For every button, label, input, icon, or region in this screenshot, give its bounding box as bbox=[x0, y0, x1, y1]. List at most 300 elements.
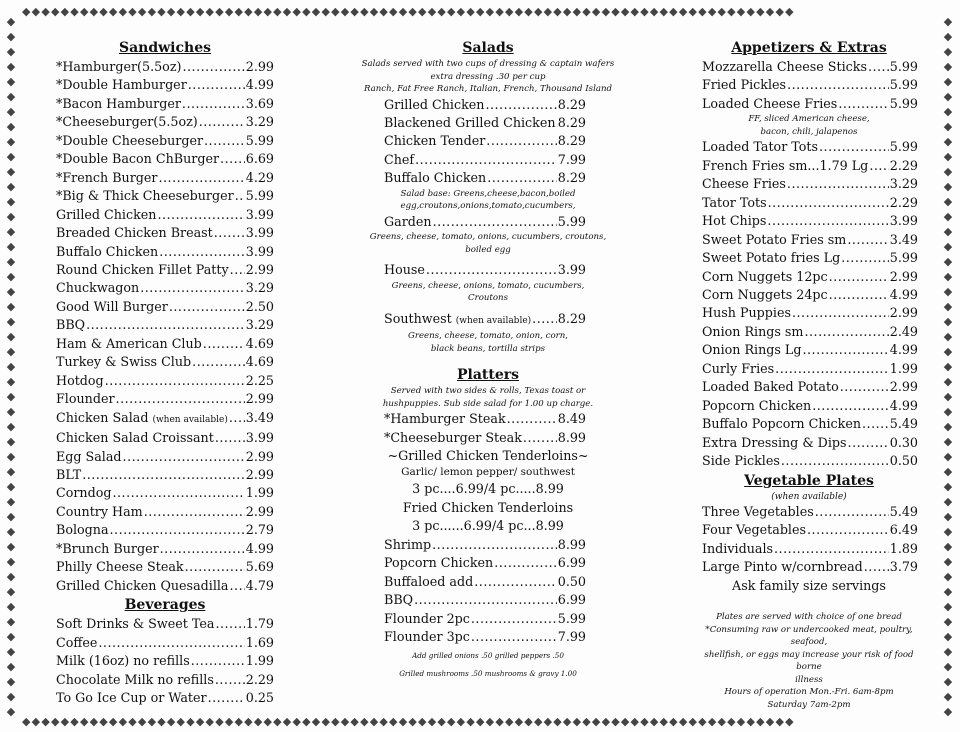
leader-dots bbox=[774, 540, 889, 558]
item-price: 4.29 bbox=[245, 169, 274, 185]
item-price: 6.49 bbox=[889, 522, 918, 538]
menu-item bbox=[700, 212, 918, 230]
item-price: 5.99 bbox=[889, 139, 918, 155]
platters-intro-2: hushpuppies. Sub side salad for 1.00 up charge. bbox=[382, 398, 594, 409]
tenderloins-flavors: Garlic/ lemon pepper/ southwest bbox=[401, 466, 575, 479]
item-price: 4.99 bbox=[889, 286, 918, 302]
item-name: Tator Tots bbox=[702, 194, 767, 210]
menu-item bbox=[56, 484, 274, 502]
item-name: Ham & American Club bbox=[56, 335, 202, 351]
item-price: 3.99 bbox=[245, 206, 274, 222]
leader-dots bbox=[485, 96, 556, 114]
item-price: 0.25 bbox=[245, 689, 274, 705]
item-name: Loaded Tator Tots bbox=[702, 139, 819, 155]
item-name: Good Will Burger bbox=[56, 298, 168, 314]
item-price: 3.29 bbox=[245, 317, 274, 333]
menu-item bbox=[56, 76, 274, 94]
southwest-note-1: Greens, cheese, tomato, onion, corn, bbox=[407, 331, 568, 342]
leader-dots bbox=[841, 249, 889, 267]
menu-item bbox=[56, 429, 274, 447]
item-price: 8.29 bbox=[557, 170, 586, 186]
leader-dots bbox=[804, 323, 888, 341]
item-price: 1.99 bbox=[245, 653, 274, 669]
menu-item bbox=[56, 316, 274, 334]
leader-dots bbox=[807, 521, 889, 539]
leader-dots bbox=[433, 213, 557, 231]
item-price: 2.99 bbox=[245, 59, 274, 74]
item-price: 1.79 bbox=[245, 616, 274, 632]
hours-weekday: Hours of operation Mon.-Fri. 6am-8pm bbox=[724, 687, 894, 698]
item-name: *Big & Thick Cheeseburger bbox=[56, 188, 234, 204]
item-name: Round Chicken Fillet Patty bbox=[56, 261, 229, 277]
leader-dots bbox=[215, 429, 245, 447]
item-name: Milk (16oz) no refills bbox=[56, 653, 190, 669]
sandwiches-list bbox=[56, 58, 274, 595]
menu-item bbox=[700, 378, 918, 396]
item-price: 8.49 bbox=[557, 411, 586, 427]
menu-item bbox=[348, 429, 628, 447]
menu-item bbox=[56, 390, 274, 408]
item-name: Onion Rings Lg bbox=[702, 342, 802, 358]
salad-base-note-1: Salad base: Greens,cheese,bacon,boiled bbox=[400, 188, 576, 199]
menu-item bbox=[700, 231, 918, 249]
salads-intro-2: extra dressing .30 per cup bbox=[430, 71, 546, 82]
item-name: Large Pinto w/cornbread bbox=[702, 559, 863, 575]
food-warning-3: illness bbox=[795, 674, 823, 685]
leader-dots bbox=[819, 138, 889, 156]
menu-item bbox=[348, 114, 628, 132]
menu-item bbox=[348, 536, 628, 554]
item-name: *Cheeseburger(5.5oz) bbox=[56, 114, 198, 130]
menu-item bbox=[700, 558, 918, 576]
leader-dots bbox=[82, 466, 245, 484]
item-name: Southwest bbox=[384, 310, 452, 326]
leader-dots bbox=[787, 175, 889, 193]
leader-dots bbox=[192, 353, 245, 371]
item-price: 1.69 bbox=[245, 634, 274, 650]
leader-dots bbox=[123, 448, 245, 466]
leader-dots bbox=[862, 415, 889, 433]
item-price: 3.29 bbox=[889, 176, 918, 192]
menu-item bbox=[700, 138, 918, 156]
item-name: Buffaloed add bbox=[384, 573, 474, 589]
item-name: Popcorn Chicken bbox=[384, 555, 494, 571]
item-price: 3.99 bbox=[245, 225, 274, 241]
menu-item bbox=[348, 169, 628, 187]
menu-item bbox=[348, 310, 628, 330]
menu-item bbox=[700, 194, 918, 212]
item-name: BLT bbox=[56, 466, 82, 482]
item-price: 2.29 bbox=[889, 194, 918, 210]
leader-dots bbox=[848, 434, 889, 452]
menu-item bbox=[56, 132, 274, 150]
menu-item bbox=[56, 615, 274, 633]
menu-item bbox=[700, 175, 918, 193]
menu-item bbox=[56, 671, 274, 689]
item-name: Buffalo Popcorn Chicken bbox=[702, 416, 862, 432]
item-name: Mozzarella Cheese Sticks bbox=[702, 59, 867, 74]
menu-item bbox=[56, 577, 274, 595]
item-price: 8.29 bbox=[557, 114, 586, 130]
menu-column-middle bbox=[348, 38, 628, 683]
platters-list-a bbox=[348, 410, 628, 447]
item-price: 1.89 bbox=[889, 540, 918, 556]
menu-item bbox=[56, 372, 274, 390]
leader-dots bbox=[494, 554, 557, 572]
leader-dots bbox=[414, 591, 557, 609]
leader-dots bbox=[204, 132, 245, 150]
item-availability-note: (when available) bbox=[455, 315, 532, 326]
garden-note-1: Greens, cheese, tomato, onions, cucumbers, croutons, bbox=[369, 232, 607, 243]
leader-dots bbox=[507, 410, 557, 428]
leader-dots bbox=[812, 397, 889, 415]
garden-note-2: boiled egg bbox=[465, 244, 511, 255]
item-name: Buffalo Chicken bbox=[384, 170, 487, 186]
menu-item bbox=[56, 448, 274, 466]
item-name: Chicken Salad Croissant bbox=[56, 430, 214, 446]
item-price: 4.99 bbox=[245, 540, 274, 556]
item-name: *Double Cheeseburger bbox=[56, 132, 204, 148]
item-price: 5.99 bbox=[889, 250, 918, 266]
item-price: 5.49 bbox=[889, 504, 918, 520]
menu-item bbox=[56, 335, 274, 353]
item-name: Philly Cheese Steak bbox=[56, 559, 184, 575]
item-price: 4.69 bbox=[245, 335, 274, 351]
leader-dots bbox=[191, 652, 245, 670]
item-price: 0.30 bbox=[889, 434, 918, 450]
item-price: 5.99 bbox=[557, 213, 586, 229]
platters-addon-1: Add grilled onions .50 grilled peppers .50 bbox=[412, 650, 564, 660]
border-top: ◆◆◆◆◆◆◆◆◆◆◆◆◆◆◆◆◆◆◆◆◆◆◆◆◆◆◆◆◆◆◆◆◆◆◆◆◆◆◆◆◆◆◆◆◆◆◆◆◆◆◆◆◆◆◆◆◆◆◆◆◆◆◆◆◆◆◆◆◆◆◆◆◆◆◆◆◆◆◆◆ bbox=[22, 6, 795, 18]
leader-dots bbox=[235, 187, 245, 205]
item-name: Chuckwagon bbox=[56, 280, 140, 296]
menu-item bbox=[700, 540, 918, 558]
leader-dots bbox=[158, 169, 244, 187]
menu-item bbox=[700, 323, 918, 341]
item-price: 2.99 bbox=[889, 268, 918, 284]
item-price: 8.29 bbox=[557, 96, 586, 112]
platters-heading: Platters bbox=[456, 367, 519, 384]
menu-item bbox=[56, 206, 274, 224]
leader-dots bbox=[169, 298, 245, 316]
item-name: *Brunch Burger bbox=[56, 540, 159, 556]
item-name: Garden bbox=[384, 213, 432, 229]
menu-item bbox=[700, 341, 918, 359]
item-price: 2.99 bbox=[245, 261, 274, 277]
menu-item bbox=[56, 95, 274, 113]
item-name: BBQ bbox=[56, 317, 86, 333]
item-price: 0.50 bbox=[889, 453, 918, 469]
item-name: Fried Pickles bbox=[702, 77, 787, 93]
menu-item bbox=[56, 558, 274, 576]
item-name: BBQ bbox=[384, 592, 414, 608]
leader-dots bbox=[86, 316, 245, 334]
leader-dots bbox=[229, 409, 245, 427]
menu-item bbox=[56, 243, 274, 261]
item-name: House bbox=[384, 262, 425, 278]
menu-item bbox=[700, 249, 918, 267]
platters-addon-2: Grilled mushrooms .50 mushrooms & gravy 1.00 bbox=[399, 668, 577, 678]
item-price: 7.99 bbox=[557, 151, 586, 167]
leader-dots bbox=[220, 150, 245, 168]
item-price: 6.99 bbox=[557, 592, 586, 608]
salads-heading: Salads bbox=[462, 40, 514, 56]
leader-dots bbox=[208, 689, 245, 707]
item-price: 8.29 bbox=[557, 310, 586, 326]
item-name: *Hamburger(5.5oz) bbox=[56, 59, 182, 74]
vegetables-availability: (when available) bbox=[771, 491, 847, 502]
leader-dots bbox=[829, 286, 889, 304]
item-price: 6.99 bbox=[557, 555, 586, 571]
item-price: 5.49 bbox=[889, 416, 918, 432]
item-price: 3.49 bbox=[889, 231, 918, 247]
menu-column-right bbox=[700, 38, 918, 711]
fried-tenderloins-prices: 3 pc......6.99/4 pc...8.99 bbox=[412, 518, 564, 534]
item-name: Hush Puppies bbox=[702, 305, 791, 321]
leader-dots bbox=[415, 151, 557, 169]
southwest-note-2: black beans, tortilla strips bbox=[430, 343, 546, 354]
item-name: Curly Fries bbox=[702, 360, 775, 376]
item-name: Flounder 2pc bbox=[384, 610, 470, 626]
leader-dots bbox=[787, 76, 889, 94]
leader-dots bbox=[144, 503, 245, 521]
fries-note-2: bacon, chili, jalapenos bbox=[760, 126, 858, 137]
item-price: 3.99 bbox=[889, 213, 918, 229]
leader-dots bbox=[869, 157, 888, 175]
menu-item bbox=[56, 353, 274, 371]
item-price: 4.69 bbox=[245, 354, 274, 370]
item-price: 2.99 bbox=[245, 391, 274, 407]
sandwiches-heading: Sandwiches bbox=[118, 40, 211, 56]
food-warning-2: shellfish, or eggs may increase your risk of food borne bbox=[704, 649, 914, 673]
item-name: Chocolate Milk no refills bbox=[56, 671, 214, 687]
leader-dots bbox=[159, 243, 245, 261]
item-name: Sweet Potato Fries sm bbox=[702, 231, 847, 247]
item-name: Buffalo Chicken bbox=[56, 243, 159, 259]
vegetables-heading: Vegetable Plates bbox=[744, 472, 874, 489]
item-name: Blackened Grilled Chicken bbox=[384, 114, 556, 130]
item-name: Popcorn Chicken bbox=[702, 397, 812, 413]
menu-item bbox=[56, 298, 274, 316]
item-price: 4.99 bbox=[889, 342, 918, 358]
border-bottom: ◆◆◆◆◆◆◆◆◆◆◆◆◆◆◆◆◆◆◆◆◆◆◆◆◆◆◆◆◆◆◆◆◆◆◆◆◆◆◆◆◆◆◆◆◆◆◆◆◆◆◆◆◆◆◆◆◆◆◆◆◆◆◆◆◆◆◆◆◆◆◆◆◆◆◆◆◆◆◆◆ bbox=[22, 716, 795, 728]
item-price: 4.99 bbox=[245, 77, 274, 93]
appetizers-list-a bbox=[700, 58, 918, 113]
menu-item bbox=[700, 58, 918, 76]
house-note-1: Greens, cheese, onions, tomato, cucumbers, bbox=[391, 280, 585, 291]
menu-item bbox=[56, 113, 274, 131]
leader-dots bbox=[110, 521, 245, 539]
menu-item bbox=[56, 409, 274, 429]
menu-item bbox=[348, 261, 628, 279]
leader-dots bbox=[214, 224, 245, 242]
item-name: Breaded Chicken Breast bbox=[56, 225, 213, 241]
menu-item bbox=[348, 96, 628, 114]
house-note-2: Croutons bbox=[468, 293, 508, 304]
menu-item bbox=[56, 521, 274, 539]
item-availability-note: (when available) bbox=[152, 414, 228, 425]
item-name: Chef bbox=[384, 151, 415, 167]
item-name: Soft Drinks & Sweet Tea bbox=[56, 616, 215, 632]
menu-item bbox=[348, 554, 628, 572]
item-price: 8.99 bbox=[557, 429, 586, 445]
menu-item bbox=[348, 628, 628, 646]
item-price: 1.99 bbox=[245, 485, 274, 501]
menu-item bbox=[700, 434, 918, 452]
leader-dots bbox=[868, 58, 889, 76]
item-price: 5.99 bbox=[889, 59, 918, 74]
leader-dots bbox=[829, 268, 889, 286]
item-name: Grilled Chicken Quesadilla bbox=[56, 577, 229, 593]
leader-dots bbox=[230, 577, 245, 595]
item-name: Grilled Chicken bbox=[56, 206, 157, 222]
item-name: Four Vegetables bbox=[702, 522, 807, 538]
beverages-list bbox=[56, 615, 274, 707]
leader-dots bbox=[182, 95, 245, 113]
item-price: 3.99 bbox=[245, 243, 274, 259]
menu-item bbox=[700, 286, 918, 304]
item-name: Turkey & Swiss Club bbox=[56, 354, 192, 370]
plates-bread-note: Plates are served with choice of one bread bbox=[716, 612, 902, 623]
item-name: Chicken Salad bbox=[56, 409, 149, 425]
leader-dots bbox=[116, 390, 245, 408]
hours-saturday: Saturday 7am-2pm bbox=[767, 699, 851, 710]
leader-dots bbox=[426, 261, 557, 279]
food-warning-1: *Consuming raw or undercooked meat, poultry, seafood, bbox=[705, 624, 913, 648]
item-name: Chicken Tender bbox=[384, 133, 486, 149]
leader-dots bbox=[471, 628, 557, 646]
menu-item bbox=[700, 360, 918, 378]
item-price: 2.99 bbox=[889, 379, 918, 395]
item-price: 2.99 bbox=[245, 448, 274, 464]
leader-dots bbox=[487, 169, 557, 187]
menu-item bbox=[348, 410, 628, 428]
leader-dots bbox=[230, 261, 245, 279]
item-price: 8.29 bbox=[557, 133, 586, 149]
leader-dots bbox=[432, 536, 557, 554]
menu-item bbox=[700, 521, 918, 539]
item-name: *Bacon Hamburger bbox=[56, 95, 181, 111]
menu-item bbox=[56, 187, 274, 205]
menu-item bbox=[700, 157, 918, 175]
leader-dots bbox=[523, 429, 557, 447]
house-salad bbox=[348, 261, 628, 279]
garden-salad bbox=[348, 213, 628, 231]
menu-item bbox=[56, 540, 274, 558]
item-name: *French Burger bbox=[56, 169, 158, 185]
item-price: 0.50 bbox=[557, 573, 586, 589]
salads-intro-3: Ranch, Fat Free Ranch, Italian, French, Thousand Island bbox=[363, 84, 613, 94]
item-name: Egg Salad bbox=[56, 448, 122, 464]
item-price: 3.49 bbox=[245, 409, 274, 425]
menu-item bbox=[348, 610, 628, 628]
leader-dots bbox=[471, 610, 557, 628]
leader-dots bbox=[532, 310, 557, 328]
border-right: ◆◆◆◆◆◆◆◆◆◆◆◆◆◆◆◆◆◆◆◆◆◆◆◆◆◆◆◆◆◆◆◆◆◆◆◆◆◆◆◆◆◆◆◆◆◆◆ bbox=[943, 15, 953, 718]
item-name: Corn Nuggets 24pc bbox=[702, 286, 828, 302]
item-price: 7.99 bbox=[557, 629, 586, 645]
item-name: Country Ham bbox=[56, 503, 143, 519]
item-price: 2.99 bbox=[245, 466, 274, 482]
salads-intro-1: Salads served with two cups of dressing & captain wafers bbox=[361, 59, 615, 69]
item-price: 3.29 bbox=[245, 114, 274, 130]
leader-dots bbox=[474, 573, 557, 591]
item-price: 2.79 bbox=[245, 522, 274, 538]
item-price: 2.29 bbox=[245, 671, 274, 687]
menu-item bbox=[348, 151, 628, 169]
leader-dots bbox=[838, 95, 888, 113]
item-price: 2.50 bbox=[245, 298, 274, 314]
leader-dots bbox=[781, 452, 889, 470]
salads-list bbox=[348, 96, 628, 188]
leader-dots bbox=[840, 378, 889, 396]
item-price: 2.99 bbox=[245, 503, 274, 519]
leader-dots bbox=[768, 194, 889, 212]
item-name: *Cheeseburger Steak bbox=[384, 429, 522, 445]
fries-note-1: FF, sliced American cheese, bbox=[748, 114, 870, 125]
menu-item bbox=[348, 213, 628, 231]
item-name: Cheese Fries bbox=[702, 176, 786, 192]
item-price: 3.29 bbox=[245, 280, 274, 296]
leader-dots bbox=[112, 484, 244, 502]
leader-dots bbox=[215, 615, 244, 633]
salad-base-note-2: egg,croutons,onions,tomato,cucumbers, bbox=[400, 201, 576, 212]
menu-item bbox=[700, 304, 918, 322]
fried-tenderloins-title: Fried Chicken Tenderloins bbox=[402, 499, 574, 515]
menu-item bbox=[700, 76, 918, 94]
item-price: 3.99 bbox=[557, 262, 586, 278]
leader-dots bbox=[486, 132, 556, 150]
item-price: 5.99 bbox=[557, 610, 586, 626]
menu-item bbox=[56, 279, 274, 297]
leader-dots bbox=[847, 231, 888, 249]
item-name: Flounder bbox=[56, 391, 115, 407]
beverages-heading: Beverages bbox=[124, 597, 206, 614]
menu-item bbox=[700, 268, 918, 286]
platters-list-b bbox=[348, 536, 628, 647]
menu-item bbox=[700, 95, 918, 113]
menu-item bbox=[56, 652, 274, 670]
item-price: 5.99 bbox=[245, 188, 274, 204]
item-name: *Double Hamburger bbox=[56, 77, 187, 93]
item-name: Onion Rings sm bbox=[702, 323, 804, 339]
item-name: Loaded Cheese Fries bbox=[702, 95, 838, 111]
item-name: Three Vegetables bbox=[702, 504, 814, 520]
leader-dots bbox=[767, 212, 888, 230]
item-price: 2.25 bbox=[245, 372, 274, 388]
tenderloins-prices: 3 pc....6.99/4 pc.....8.99 bbox=[412, 481, 564, 497]
leader-dots bbox=[815, 503, 889, 521]
menu-column-left bbox=[56, 38, 274, 707]
tenderloins-title: ~Grilled Chicken Tenderloins~ bbox=[387, 448, 589, 464]
menu-item bbox=[700, 452, 918, 470]
menu-item bbox=[56, 150, 274, 168]
item-name: French Fries sm...1.79 Lg bbox=[702, 157, 869, 173]
item-name: Coffee bbox=[56, 634, 98, 650]
item-price: 5.69 bbox=[245, 559, 274, 575]
menu-item bbox=[56, 466, 274, 484]
menu-item bbox=[348, 573, 628, 591]
menu-item bbox=[56, 689, 274, 707]
leader-dots bbox=[864, 558, 889, 576]
item-name: Sweet Potato fries Lg bbox=[702, 250, 841, 266]
item-price: 2.29 bbox=[889, 157, 918, 173]
southwest-salad bbox=[348, 310, 628, 330]
item-name: Extra Dressing & Dips bbox=[702, 434, 847, 450]
item-price: 4.79 bbox=[245, 577, 274, 593]
item-name: Shrimp bbox=[384, 536, 432, 552]
item-price: 2.49 bbox=[889, 323, 918, 339]
